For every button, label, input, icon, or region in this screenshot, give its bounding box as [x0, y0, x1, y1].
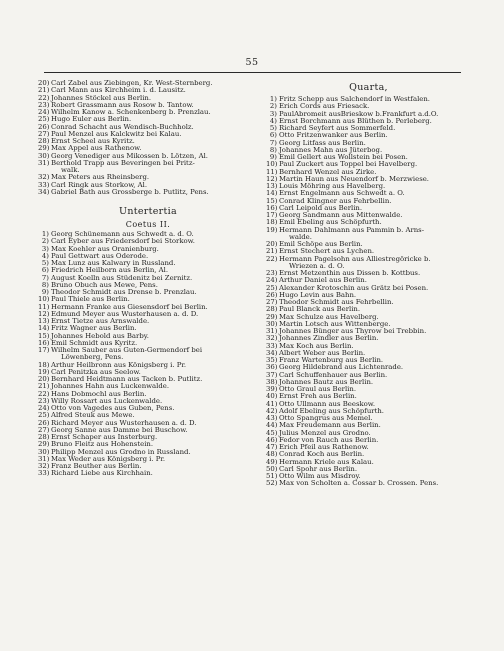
entry-text: Emil Schmidt aus Kyritz. [51, 338, 138, 347]
entry-number: 3) [269, 109, 277, 118]
entry-number: 52) [266, 479, 278, 488]
entry-number: 30) [266, 319, 278, 328]
entry-text: Ernst Schaper aus Insterburg. [51, 433, 158, 441]
list-entry [266, 227, 471, 242]
entry-number: 44) [266, 421, 278, 430]
entry-number: 24) [38, 404, 50, 412]
entry-number: 7) [269, 138, 277, 147]
entry-number: 26) [38, 122, 50, 131]
entry-number: 6) [269, 131, 277, 140]
entry-text: Max Appel aus Rathenow. [51, 144, 142, 153]
entry-text: Fritz Wagner aus Berlin. [51, 324, 137, 333]
entry-text: Georg Sandmann aus Mittenwalde. [279, 211, 403, 219]
subsection-title-coetus: Coetus II. [125, 220, 171, 229]
entry-number: 4) [269, 116, 277, 125]
entry-text: Franz Wartenburg aus Berlin. [279, 356, 384, 364]
entry-number: 41) [266, 399, 278, 408]
list-entry [38, 347, 258, 362]
entry-text: Hermann Kriele aus Kalau. [279, 457, 374, 466]
list-entry [38, 189, 258, 196]
entry-number: 15) [266, 196, 278, 205]
entry-text: Friedrich Heilborn aus Berlin, Al. [51, 266, 169, 275]
entry-text: Ernst Engelmann aus Schwedt a. O. [279, 189, 405, 198]
entry-number: 21) [38, 86, 50, 95]
entry-number: 25) [38, 411, 50, 420]
entry-text: Erich Cords aus Friesack. [279, 102, 370, 111]
entry-number: 48) [266, 450, 278, 459]
entry-number: 32) [38, 462, 50, 470]
left-column [38, 80, 258, 478]
entry-number: 31) [38, 158, 50, 167]
entry-text: Ernst Freh aus Berlin. [279, 392, 357, 401]
left-top-list [38, 80, 258, 196]
entry-text: Carl Penitzka aus Seelow. [51, 367, 141, 376]
entry-number: 14) [266, 189, 278, 198]
entry-number: 23) [38, 396, 50, 405]
entry-text: Paul Thiele aus Berlin. [51, 295, 130, 304]
entry-text: Georg Sanne aus Damme bei Buschow. [51, 425, 188, 434]
entry-text: Louis Möhring aus Havelberg. [279, 182, 386, 190]
entry-text: Berthold Trapp aus Beveringen bei Pritz- [51, 158, 195, 167]
entry-number: 8) [269, 145, 277, 154]
entry-text: Fedor von Rauch aus Berlin. [279, 435, 379, 444]
entry-number: 15) [38, 331, 50, 340]
entry-number: 30) [38, 447, 50, 456]
entry-text: PaulAbromeit ausBrieskow b.Frankfurt a.d.O. [279, 109, 439, 118]
entry-number: 22) [38, 389, 50, 398]
entry-text: Bernhard Wenzel aus Zirke. [279, 167, 377, 176]
entry-number: 28) [266, 305, 278, 314]
entry-number: 20) [38, 79, 50, 87]
entry-number: 27) [38, 425, 50, 434]
entry-number: 6) [41, 266, 49, 275]
entry-text: Georg Schünemann aus Schwedt a. d. O. [51, 230, 194, 238]
entry-number: 40) [266, 392, 278, 401]
entry-text: Martin Lotsch aus Wittenberge. [279, 319, 391, 328]
list-entry [38, 470, 258, 477]
entry-text: Arthur Heilbronn aus Königsberg i. Pr. [51, 360, 187, 369]
entry-number: 32) [38, 173, 50, 182]
entry-number: 33) [266, 341, 278, 350]
entry-text: Ernst Scheel aus Kyritz. [51, 137, 135, 145]
entry-number: 34) [266, 348, 278, 357]
entry-number: 7) [41, 273, 49, 282]
entry-text: Carl Eyber aus Friedersdorf bei Storkow. [51, 237, 195, 246]
entry-text: Theodor Schmidt aus Drense b. Prenzlau. [51, 288, 197, 296]
entry-text: Hermann Franke aus Giesensdorf bei Berlin. [51, 302, 208, 311]
section-title-untertertia: Untertertia [119, 206, 177, 217]
entry-number: 3) [41, 244, 49, 253]
entry-number: 42) [266, 406, 278, 415]
entry-number: 12) [38, 309, 50, 318]
entry-number: 5) [41, 259, 49, 267]
entry-number: 19) [38, 367, 50, 376]
entry-number: 1) [41, 230, 49, 238]
entry-number: 25) [38, 115, 50, 124]
entry-text: Carl Ringk aus Storkow, Al. [51, 180, 148, 189]
entry-text: Otto Fritzenwanker aus Berlin. [279, 131, 388, 140]
entry-number: 43) [266, 414, 278, 422]
entry-number: 16) [38, 338, 50, 347]
entry-number: 23) [38, 100, 50, 109]
entry-number: 17) [266, 211, 278, 219]
entry-text: Fritz Schepp aus Salchendorf in Westfalen. [279, 95, 430, 103]
entry-number: 11) [266, 167, 278, 176]
entry-text: Bruno Fleitz aus Hohenstein. [51, 440, 154, 449]
entry-number: 33) [38, 469, 50, 478]
entry-number: 13) [38, 317, 50, 325]
entry-number: 12) [266, 174, 278, 183]
entry-number: 37) [266, 370, 278, 379]
list-entry [266, 480, 471, 487]
left-main-list [38, 231, 258, 478]
entry-number: 18) [38, 360, 50, 369]
entry-text: Wilhelm Kanow a. Schenkenberg b. Prenzlau. [51, 108, 211, 116]
entry-text: Conrad Koch aus Berlin. [279, 450, 365, 459]
entry-number: 27) [266, 298, 278, 306]
entry-number: 24) [38, 108, 50, 116]
entry-text: Johannes Hebold aus Barby. [51, 331, 149, 340]
entry-text: Georg Hildebrand aus Lichtenrade. [279, 363, 404, 372]
entry-text: Richard Seyfert aus Sommerfeld. [279, 124, 396, 132]
entry-text: Max von Scholten a. Cossar b. Crossen. Pens. [279, 479, 439, 488]
entry-text: Hermann Pagelsohn aus Alliestregöricke b. [279, 254, 431, 263]
entry-text: Georg Litfass aus Berlin. [279, 138, 366, 147]
entry-text: Theodor Schmidt aus Fehrbellin. [279, 298, 394, 306]
entry-text: Carl Zabel aus Ziebingen, Kr. West-Sternberg. [51, 79, 213, 87]
entry-number: 10) [266, 160, 278, 169]
entry-text: Johannes Zindler aus Berlin. [279, 334, 379, 343]
entry-number: 31) [266, 327, 278, 335]
entry-number: 8) [41, 280, 49, 289]
entry-text: Carl Schuffenhauer aus Berlin. [279, 370, 388, 379]
entry-number: 21) [266, 247, 278, 256]
entry-text: Georg Venediger aus Mikossen b. Lötzen, Al. [51, 151, 208, 160]
entry-number: 31) [38, 454, 50, 463]
entry-text: Carl Spohr aus Berlin. [279, 464, 358, 473]
entry-text: Gabriel Bath aus Grossberge b. Putlitz, Pens. [51, 187, 209, 196]
entry-text: Carl Mann aus Kirchheim i. d. Lausitz. [51, 86, 186, 95]
entry-text: Hugo Euler aus Berlin. [51, 115, 132, 124]
entry-number: 18) [266, 218, 278, 227]
entry-number: 13) [266, 182, 278, 190]
entry-text: Adolf Ebeling aus Schöpfurth. [279, 406, 384, 415]
entry-number: 19) [266, 225, 278, 234]
entry-number: 22) [266, 254, 278, 263]
entry-text: Philipp Menzel aus Grodno in Russland. [51, 447, 191, 456]
entry-text: Willy Rossart aus Luckenwalde. [51, 396, 163, 405]
entry-continuation: Löwenberg, Pens. [61, 354, 124, 362]
entry-text: Bernhard Heidtmann aus Tacken b. Putlitz. [51, 375, 203, 383]
header-rule [44, 72, 461, 73]
entry-text: Hugo Levin aus Bahn. [279, 290, 357, 299]
entry-text: Max Koehler aus Oranienburg. [51, 244, 159, 253]
entry-number: 5) [269, 124, 277, 132]
entry-number: 29) [38, 144, 50, 153]
section-title-quarta: Quarta, [349, 82, 388, 93]
entry-number: 2) [269, 102, 277, 111]
entry-text: Paul Blanck aus Berlin. [279, 305, 361, 314]
entry-text: Ernst Tietze aus Arnswalde. [51, 317, 150, 325]
entry-text: Emil Ebeling aus Schöpfurth. [279, 218, 382, 227]
page-number: 55 [245, 57, 259, 68]
entry-number: 26) [266, 290, 278, 299]
entry-number: 46) [266, 435, 278, 444]
entry-number: 33) [38, 180, 50, 189]
right-list [266, 96, 471, 488]
entry-number: 9) [41, 288, 49, 296]
entry-text: Ernst Borchmann aus Blüthen b. Perleberg. [279, 116, 432, 125]
entry-number: 20) [266, 240, 278, 248]
entry-number: 1) [269, 95, 277, 103]
entry-text: Paul Zuckert aus Toppel bei Havelberg. [279, 160, 418, 169]
entry-text: Paul Menzel aus Kalckwitz bei Kalau. [51, 129, 182, 138]
entry-number: 38) [266, 377, 278, 386]
entry-number: 34) [38, 187, 50, 196]
entry-text: Max Freudemann aus Berlin. [279, 421, 381, 430]
list-entry [38, 160, 258, 175]
entry-text: Johannes Bünger aus Thyrow bei Trebbin. [279, 327, 427, 335]
entry-text: Edmund Meyer aus Wusterhausen a. d. D. [51, 309, 199, 318]
entry-continuation: walde. [289, 233, 312, 241]
entry-number: 28) [38, 433, 50, 441]
entry-text: Conrad Klingner aus Fehrbellin. [279, 196, 392, 205]
entry-text: Ernst Stechert aus Lychen. [279, 247, 375, 256]
entry-text: Max Schulze aus Havelberg. [279, 312, 379, 321]
entry-text: Hans Dobmochl aus Berlin. [51, 389, 147, 398]
entry-number: 21) [38, 382, 50, 391]
entry-text: Bruno Obuch aus Mewe, Pens. [51, 280, 158, 289]
entry-text: Martin Haun aus Neuendorf b. Merzwiese. [279, 174, 430, 183]
entry-number: 29) [38, 440, 50, 449]
entry-text: Otto Ullmann aus Beeskow. [279, 399, 376, 408]
entry-text: Otto von Vagedes aus Guben, Pens. [51, 404, 175, 412]
entry-text: Ernst Metzenthin aus Dissen b. Kottbus. [279, 269, 421, 277]
entry-number: 29) [266, 312, 278, 321]
entry-number: 23) [266, 269, 278, 277]
entry-text: Erich Pfeil aus Rathenow. [279, 443, 369, 451]
entry-text: Alfred Steuk aus Mewe. [51, 411, 135, 420]
entry-text: Max Lunz aus Kalwary in Russland. [51, 259, 176, 267]
entry-number: 47) [266, 443, 278, 451]
entry-number: 10) [38, 295, 50, 304]
entry-number: 32) [266, 334, 278, 343]
entry-text: Arthur Daniel aus Berlin. [279, 276, 367, 285]
entry-text: Max Koch aus Berlin. [279, 341, 354, 350]
entry-text: Otto Graul aus Berlin. [279, 385, 357, 393]
entry-text: Emil Schöpe aus Berlin. [279, 240, 363, 248]
entry-text: Wilhelm Sauber aus Guten-Germendorf bei [51, 346, 203, 354]
entry-number: 14) [38, 324, 50, 333]
entry-number: 16) [266, 203, 278, 212]
entry-text: Johannes Stöckel aus Berlin. [51, 93, 152, 102]
entry-text: Richard Liebe aus Kirchhain. [51, 469, 153, 478]
entry-text: Max Weder aus Königsberg i. Pr. [51, 454, 166, 463]
entry-number: 25) [266, 283, 278, 292]
entry-text: Richard Meyer aus Wusterhausen a. d. D. [51, 418, 197, 427]
entry-number: 35) [266, 356, 278, 364]
entry-text: Otto Wilm aus Misdroy. [279, 472, 361, 480]
entry-number: 11) [38, 302, 50, 311]
entry-text: Johannes Hahn aus Luckenwalde. [51, 382, 170, 391]
entry-text: Albert Weber aus Berlin. [279, 348, 366, 357]
entry-text: Emil Gellert aus Wollstein bei Posen. [279, 153, 408, 161]
entry-text: Conrad Schacht aus Wendisch-Buchholz. [51, 122, 194, 131]
list-entry [266, 256, 471, 271]
entry-number: 9) [269, 153, 277, 161]
entry-number: 26) [38, 418, 50, 427]
entry-text: Otto Spangrus aus Memel. [279, 414, 373, 422]
entry-text: Robert Grassmann aus Rosow b. Tantow. [51, 100, 194, 109]
entry-number: 28) [38, 137, 50, 145]
entry-number: 22) [38, 93, 50, 102]
entry-number: 49) [266, 457, 278, 466]
entry-continuation: walk. [61, 167, 80, 174]
entry-number: 50) [266, 464, 278, 473]
entry-number: 20) [38, 375, 50, 383]
entry-number: 2) [41, 237, 49, 246]
entry-number: 30) [38, 151, 50, 160]
entry-text: Julius Menzel aus Grodno. [279, 428, 371, 437]
entry-number: 45) [266, 428, 278, 437]
entry-number: 36) [266, 363, 278, 372]
entry-text: Johannes Mahn aus Jüterbog. [279, 145, 383, 154]
entry-text: Franz Beuther aus Berlin. [51, 462, 142, 470]
entry-continuation: Wriezen a. d. O. [289, 262, 345, 270]
entry-text: Carl Leipold aus Berlin. [279, 203, 363, 212]
entry-text: August Koelln aus Stüdenitz bei Zernitz. [51, 273, 193, 282]
right-column [266, 80, 471, 488]
entry-number: 24) [266, 276, 278, 285]
entry-number: 39) [266, 385, 278, 393]
entry-text: Johannes Bautz aus Berlin. [279, 377, 374, 386]
entry-text: Hermann Dahlmann aus Pammin b. Arns- [279, 225, 425, 234]
entry-text: Max Peters aus Rheinsberg. [51, 173, 150, 182]
entry-text: Paul Gettwart aus Oderode. [51, 251, 149, 260]
entry-number: 17) [38, 346, 50, 354]
entry-number: 51) [266, 472, 278, 480]
entry-number: 4) [41, 251, 49, 260]
entry-number: 27) [38, 129, 50, 138]
entry-text: Alexander Krotoschin aus Grätz bei Posen. [279, 283, 429, 292]
